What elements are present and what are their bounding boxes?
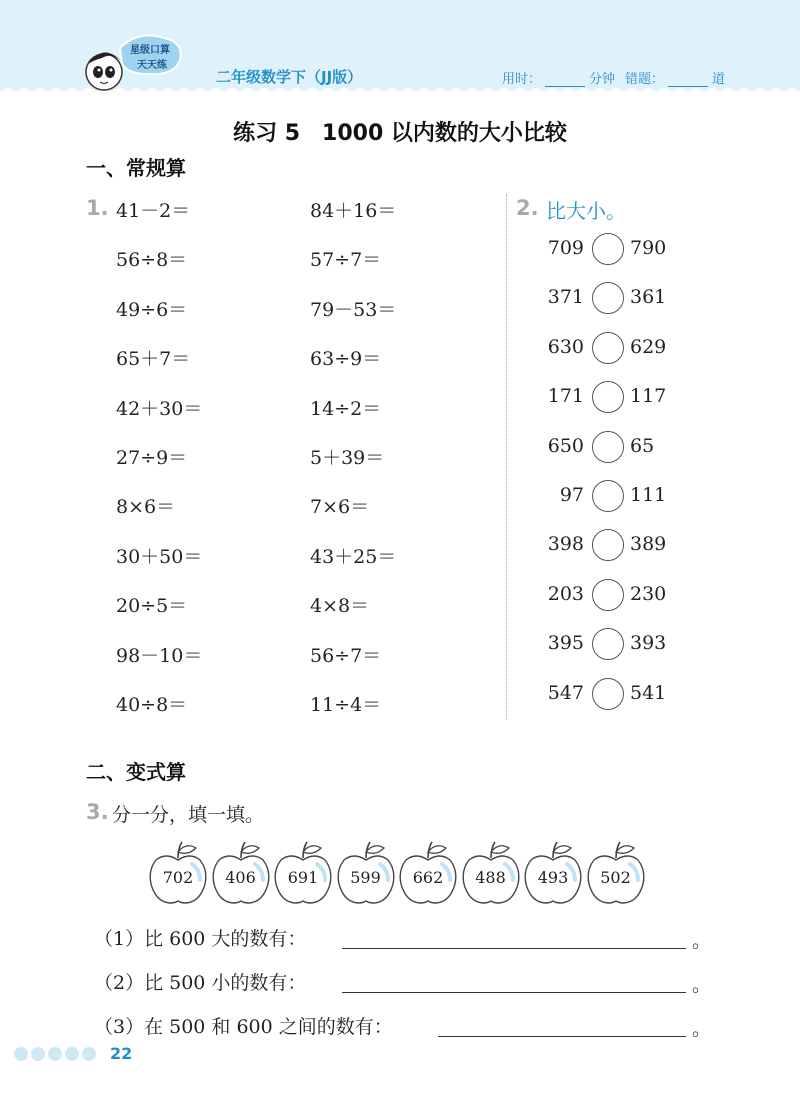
apple-number: 493 (537, 868, 569, 887)
compare-right-value: 389 (630, 533, 667, 556)
compare-row (540, 627, 670, 663)
col1-problem: 20÷5＝ (116, 595, 188, 618)
apple-card (148, 840, 208, 906)
col2-problem: 79－53＝ (310, 298, 397, 321)
apple-card (461, 840, 521, 906)
fill-end-3: 。 (692, 1018, 712, 1040)
question-2-title: 比大小。 (546, 199, 626, 223)
fill-item-3 (94, 1012, 712, 1040)
apple-number: 502 (600, 868, 631, 887)
fill-item-1 (94, 924, 712, 952)
errors-blank[interactable] (668, 74, 708, 87)
header-meta (502, 68, 725, 87)
compare-row (540, 479, 670, 515)
compare-answer-circle[interactable] (592, 628, 624, 660)
minute-label: 分钟 (589, 72, 616, 87)
compare-row (540, 430, 670, 466)
section-heading-1: 一、常规算 (86, 156, 186, 180)
fill-item-2 (94, 968, 712, 996)
col1-problem: 30＋50＝ (116, 545, 203, 568)
apple-card (523, 840, 583, 906)
col2-problem: 5＋39＝ (310, 447, 385, 469)
apple-number: 406 (225, 868, 256, 887)
compare-answer-circle[interactable] (592, 233, 624, 265)
compare-left-value: 709 (547, 237, 584, 259)
col1-problem: 98－10＝ (116, 644, 203, 667)
compare-right-value: 541 (630, 681, 667, 704)
compare-answer-circle[interactable] (592, 529, 624, 561)
col2-problem: 7×6＝ (310, 496, 370, 519)
compare-row (540, 528, 670, 564)
col1-problem: 27÷9＝ (116, 447, 188, 469)
apple-number: 488 (475, 868, 506, 887)
apple-card (398, 840, 458, 906)
compare-right-value: 65 (630, 434, 655, 457)
col2-problem: 84＋16＝ (310, 200, 397, 222)
compare-left-value: 171 (547, 385, 584, 408)
fill-end-1: 。 (692, 930, 712, 952)
fill-blank-2[interactable] (342, 992, 686, 993)
compare-left-value: 97 (559, 484, 584, 506)
question-number-3: 3. (86, 800, 109, 824)
apple-number: 662 (412, 868, 444, 887)
col1-problem: 40÷8＝ (116, 694, 188, 716)
compare-left-value: 547 (547, 681, 584, 704)
compare-left-value: 203 (547, 582, 584, 605)
apple-number: 702 (162, 868, 194, 887)
page-header (0, 0, 800, 100)
compare-right-value: 393 (630, 632, 667, 655)
apple-card (211, 840, 271, 906)
compare-row (540, 281, 670, 317)
compare-right-value: 230 (630, 582, 667, 605)
apple-number: 691 (287, 868, 319, 887)
compare-right-value: 790 (630, 237, 667, 259)
compare-left-value: 650 (547, 434, 584, 457)
mascot-logo-icon (78, 28, 198, 98)
time-blank[interactable] (545, 74, 585, 87)
col2-problem: 56÷7＝ (310, 644, 382, 667)
fill-blank-1[interactable] (342, 948, 686, 949)
time-label: 用时： (502, 72, 542, 87)
compare-answer-circle[interactable] (592, 480, 624, 512)
compare-right-value: 117 (630, 385, 667, 408)
apple-card (586, 840, 646, 906)
compare-answer-circle[interactable] (592, 381, 624, 413)
compare-answer-circle[interactable] (592, 678, 624, 710)
compare-right-value: 629 (630, 335, 667, 358)
column-divider (506, 194, 507, 720)
compare-row (540, 380, 670, 416)
question-number-2: 2. (516, 196, 539, 220)
col2-problem: 43＋25＝ (310, 545, 397, 568)
col2-problem: 4×8＝ (310, 595, 370, 618)
page-title: 练习 5 1000 以内数的大小比较 (233, 121, 567, 146)
section-heading-2: 二、变式算 (86, 760, 186, 784)
apple-card (273, 840, 333, 906)
logo-text-top: 星级口算 (130, 45, 170, 56)
apple-card (336, 840, 396, 906)
col1-problem: 42＋30＝ (116, 397, 203, 420)
compare-row (540, 578, 670, 614)
fill-label-3: （3）在 500 和 600 之间的数有： (94, 1016, 393, 1038)
count-label: 道 (712, 72, 726, 87)
col2-problem: 11÷4＝ (310, 694, 382, 716)
fill-blank-3[interactable] (438, 1036, 686, 1037)
footer-decoration (14, 1046, 99, 1065)
compare-left-value: 630 (547, 335, 584, 358)
errors-label: 错题： (625, 72, 665, 87)
question-number-1: 1. (86, 196, 109, 220)
compare-right-value: 111 (630, 484, 667, 506)
page-number: 22 (110, 1044, 133, 1063)
apple-number: 599 (350, 868, 381, 887)
apple-row (148, 840, 668, 910)
compare-left-value: 371 (547, 286, 584, 309)
compare-answer-circle[interactable] (592, 282, 624, 314)
compare-answer-circle[interactable] (592, 431, 624, 463)
col1-problem: 49÷6＝ (116, 298, 188, 321)
compare-left-value: 398 (547, 533, 584, 556)
fill-label-2: （2）比 500 小的数有： (94, 972, 307, 994)
compare-row (540, 232, 670, 268)
col1-problem: 41－2＝ (116, 200, 191, 222)
compare-answer-circle[interactable] (592, 579, 624, 611)
col2-problem: 14÷2＝ (310, 397, 382, 420)
fill-end-2: 。 (692, 974, 712, 996)
compare-right-value: 361 (630, 286, 667, 309)
col2-problem: 63÷9＝ (310, 348, 382, 371)
col1-problem: 8×6＝ (116, 496, 176, 519)
question-3-title: 分一分，填一填。 (112, 804, 265, 826)
compare-answer-circle[interactable] (592, 332, 624, 364)
compare-left-value: 395 (547, 632, 584, 655)
header-subject: 二年级数学下（JJ版） (216, 68, 363, 86)
col1-problem: 65＋7＝ (116, 348, 191, 371)
compare-row (540, 331, 670, 367)
col1-problem: 56÷8＝ (116, 249, 188, 272)
col2-problem: 57÷7＝ (310, 249, 382, 272)
fill-label-1: （1）比 600 大的数有： (94, 928, 307, 950)
logo-text-bottom: 天天练 (137, 60, 167, 71)
compare-row (540, 677, 670, 713)
